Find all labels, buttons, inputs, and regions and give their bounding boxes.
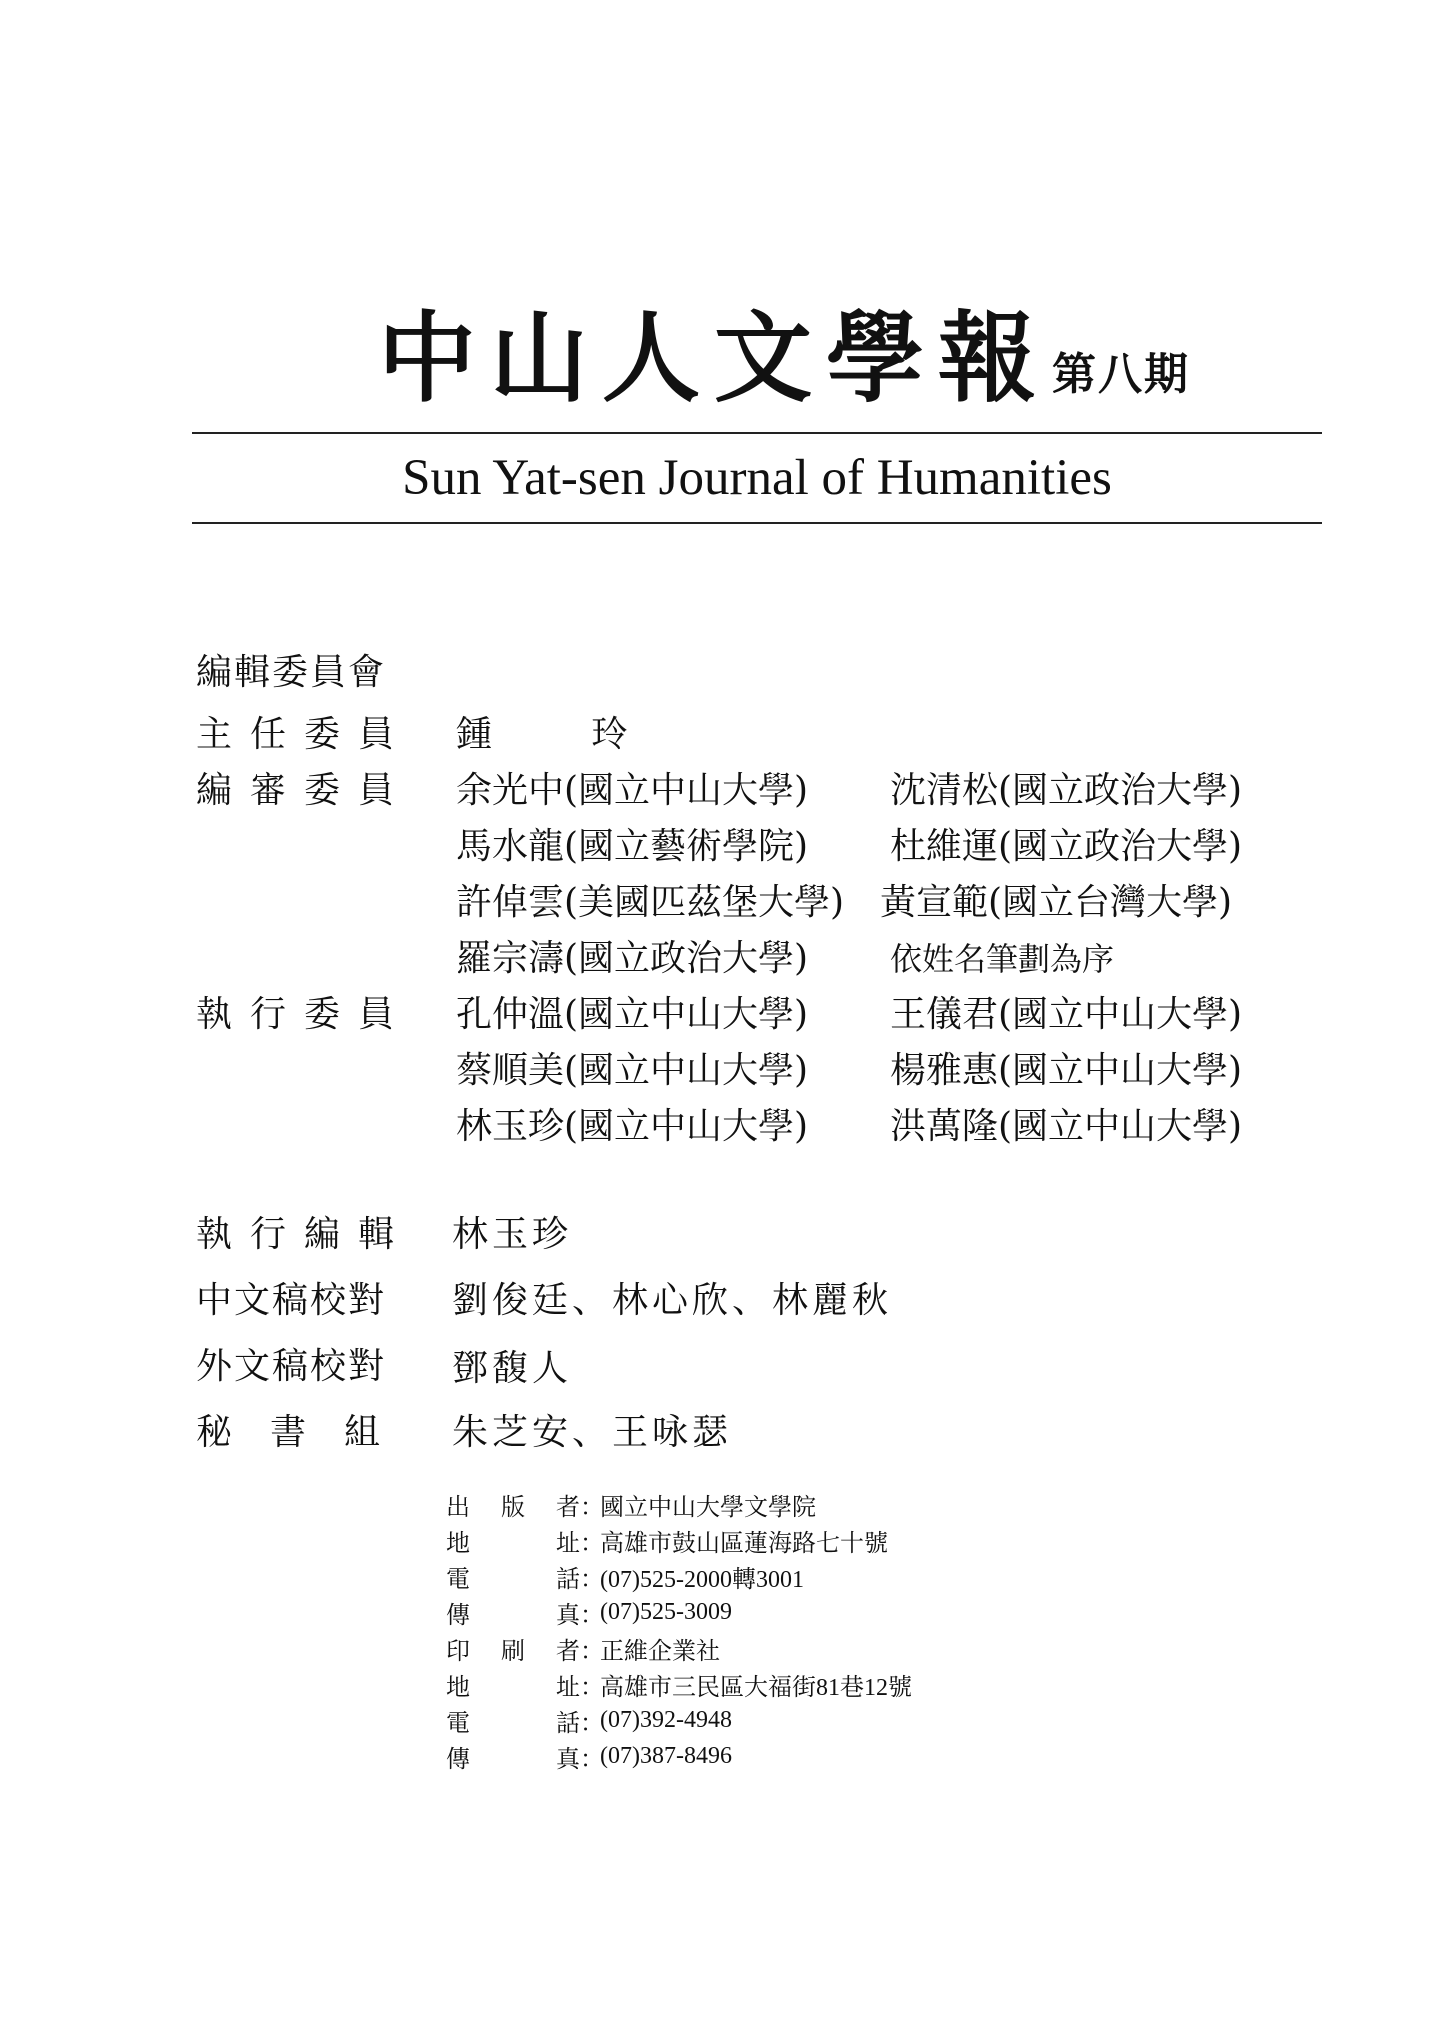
review-member: 沈清松(國立政治大學) bbox=[890, 770, 1243, 811]
chinese-proofreaders: 劉俊廷、林心欣、林麗秋 bbox=[452, 1280, 893, 1321]
review-member: 黃宣範(國立台灣大學) bbox=[880, 882, 1233, 923]
executive-member: 林玉珍(國立中山大學) bbox=[456, 1106, 809, 1147]
publication-info-label: 電 話 bbox=[446, 1708, 580, 1737]
publication-info-colon: ： bbox=[580, 1600, 604, 1629]
publication-info-value: 高雄市三民區大福街81巷12號 bbox=[600, 1674, 912, 1701]
publication-info-value: 高雄市鼓山區蓮海路七十號 bbox=[600, 1530, 888, 1557]
foreign-proofreader: 鄧馥人 bbox=[452, 1348, 573, 1389]
publication-info-colon: ： bbox=[580, 1528, 604, 1557]
publication-info-row bbox=[446, 1666, 912, 1702]
publication-info-row bbox=[446, 1486, 912, 1522]
review-member: 余光中(國立中山大學) bbox=[456, 770, 809, 811]
publication-info-label: 電 話 bbox=[446, 1564, 580, 1593]
chinese-proofreading-label: 中文稿校對 bbox=[196, 1280, 387, 1321]
publication-info-row bbox=[446, 1558, 912, 1594]
publication-info-value: (07)387-8496 bbox=[600, 1742, 732, 1769]
foreign-proofreading-label: 外文稿校對 bbox=[196, 1346, 387, 1387]
publication-info bbox=[446, 1486, 912, 1774]
publication-info-label: 傳 真 bbox=[446, 1744, 580, 1773]
publication-info-row bbox=[446, 1738, 912, 1774]
publication-info-label: 地 址 bbox=[446, 1672, 580, 1701]
executive-editor-label: 執行編輯 bbox=[196, 1214, 413, 1255]
editorial-board-heading: 編輯委員會 bbox=[196, 652, 387, 693]
publication-info-colon: ： bbox=[580, 1564, 604, 1593]
publication-info-value: (07)525-3009 bbox=[600, 1598, 732, 1625]
chair-name: 鍾 玲 bbox=[456, 714, 672, 755]
publication-info-label: 傳 真 bbox=[446, 1600, 580, 1629]
review-member: 馬水龍(國立藝術學院) bbox=[456, 826, 809, 867]
publication-info-row bbox=[446, 1594, 912, 1630]
executive-member: 王儀君(國立中山大學) bbox=[890, 994, 1243, 1035]
executive-editor-name: 林玉珍 bbox=[452, 1214, 573, 1255]
publication-info-value: (07)525-2000轉3001 bbox=[600, 1566, 804, 1593]
executive-member: 洪萬隆(國立中山大學) bbox=[890, 1106, 1243, 1147]
publication-info-colon: ： bbox=[580, 1708, 604, 1737]
publication-info-label: 印 刷 者 bbox=[446, 1636, 580, 1665]
executive-member: 蔡順美(國立中山大學) bbox=[456, 1050, 809, 1091]
journal-issue-number: 第八期 bbox=[1052, 349, 1191, 400]
executive-member: 楊雅惠(國立中山大學) bbox=[890, 1050, 1243, 1091]
publication-info-label: 地 址 bbox=[446, 1528, 580, 1557]
executive-member: 孔仲溫(國立中山大學) bbox=[456, 994, 809, 1035]
publication-info-row bbox=[446, 1702, 912, 1738]
review-member: 杜維運(國立政治大學) bbox=[890, 826, 1243, 867]
publication-info-colon: ： bbox=[580, 1744, 604, 1773]
secretariat-names: 朱芝安、王咏瑟 bbox=[452, 1412, 733, 1453]
publication-info-value: (07)392-4948 bbox=[600, 1706, 732, 1733]
journal-title bbox=[378, 288, 1191, 416]
bottom-divider bbox=[192, 522, 1322, 524]
review-member: 羅宗濤(國立政治大學) bbox=[456, 938, 809, 979]
top-divider bbox=[192, 432, 1322, 434]
chair-label: 主任委員 bbox=[196, 714, 413, 755]
secretariat-label: 秘書組 bbox=[196, 1412, 419, 1453]
publication-info-label: 出 版 者 bbox=[446, 1492, 580, 1521]
publication-info-colon: ： bbox=[580, 1636, 604, 1665]
publication-info-colon: ： bbox=[580, 1492, 604, 1521]
journal-title-main: 中山人文學報 bbox=[378, 301, 1051, 416]
review-member: 許倬雲(美國匹茲堡大學) bbox=[456, 882, 845, 923]
review-committee-label: 編審委員 bbox=[196, 770, 413, 811]
publication-info-colon: ： bbox=[580, 1672, 604, 1701]
executive-committee-label: 執行委員 bbox=[196, 994, 413, 1035]
ordering-note: 依姓名筆劃為序 bbox=[890, 940, 1115, 978]
publication-info-row bbox=[446, 1630, 912, 1666]
publication-info-row bbox=[446, 1522, 912, 1558]
publication-info-value: 正維企業社 bbox=[600, 1638, 720, 1665]
publication-info-value: 國立中山大學文學院 bbox=[600, 1494, 816, 1521]
journal-english-title: Sun Yat-sen Journal of Humanities bbox=[402, 450, 1112, 506]
